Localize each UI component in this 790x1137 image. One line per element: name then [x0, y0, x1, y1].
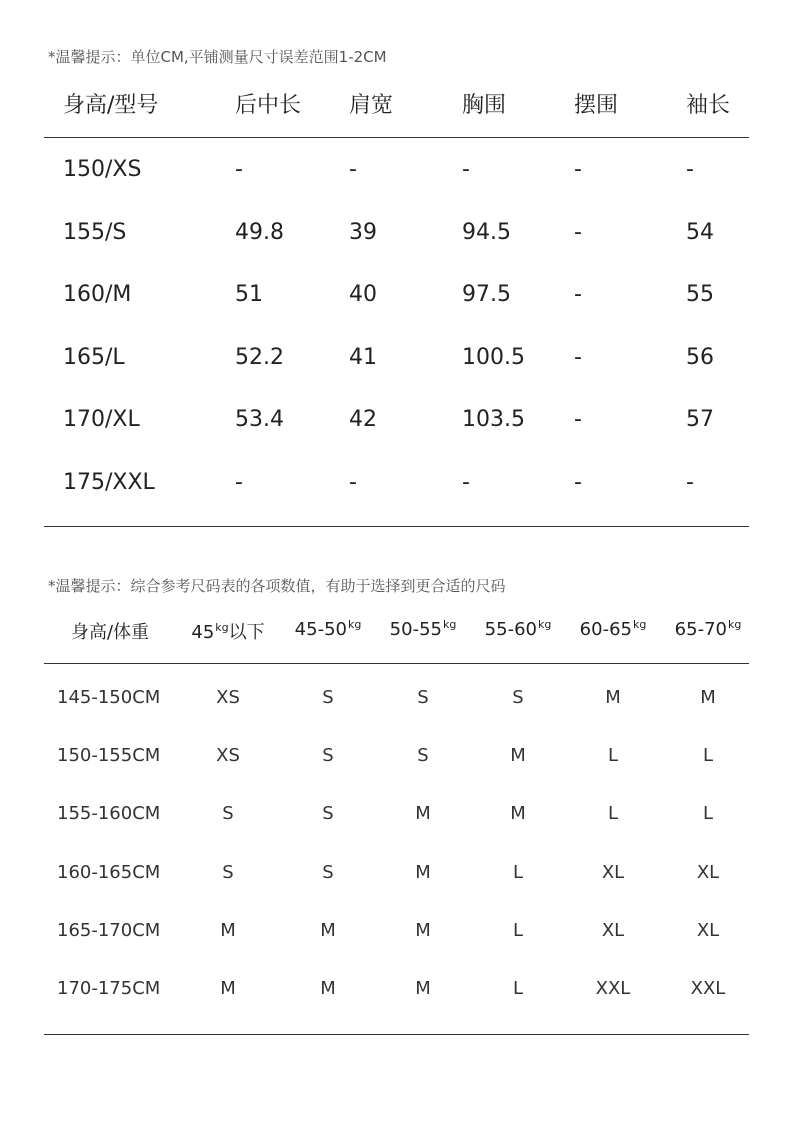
measure-header-sleeve: 袖长	[686, 93, 731, 118]
table-row	[0, 977, 790, 1035]
recommend-size-cell: XL	[601, 920, 625, 941]
measure-chest-cell: -	[462, 157, 470, 182]
measure-size-cell: 150/XS	[63, 157, 142, 182]
recommend-size-cell: M	[510, 803, 526, 824]
measure-header-size: 身高/型号	[63, 93, 159, 118]
measure-chest-cell: -	[462, 470, 470, 495]
measure-header-chest: 胸围	[462, 93, 507, 118]
recommend-size-cell: XXL	[595, 978, 631, 999]
recommend-header-weight-5	[580, 618, 647, 640]
recommend-size-cell: S	[322, 745, 334, 766]
recommend-size-cell: S	[417, 687, 429, 708]
recommend-height-cell: 145-150CM	[57, 687, 161, 708]
table-row	[0, 861, 790, 919]
recommend-size-cell: L	[607, 803, 619, 824]
recommend-header-label: 50-55	[389, 619, 442, 640]
measure-hem-cell: -	[574, 220, 582, 245]
measure-header-back-length: 后中长	[235, 93, 302, 118]
recommend-size-cell: M	[510, 745, 526, 766]
measure-hem-cell: -	[574, 157, 582, 182]
measure-back-length-cell: 53.4	[235, 407, 284, 432]
recommend-size-cell: L	[702, 803, 714, 824]
measure-header-divider	[44, 137, 749, 138]
measure-sleeve-cell: -	[686, 470, 694, 495]
recommend-size-cell: S	[322, 687, 334, 708]
recommend-size-cell: L	[512, 978, 524, 999]
table-row	[0, 218, 790, 280]
measure-shoulder-cell: 42	[349, 407, 377, 432]
recommend-header-weight-3	[390, 618, 457, 640]
table-row	[0, 744, 790, 802]
measure-back-length-cell: -	[235, 157, 243, 182]
measure-shoulder-cell: -	[349, 470, 357, 495]
recommend-size-cell: S	[222, 803, 234, 824]
recommend-size-cell: XL	[696, 920, 720, 941]
measure-sleeve-cell: 54	[686, 220, 714, 245]
kg-unit: kg	[727, 618, 742, 631]
table-row	[0, 468, 790, 530]
recommend-size-cell: M	[605, 687, 621, 708]
measure-back-length-cell: 49.8	[235, 220, 284, 245]
measure-note: *温馨提示：单位CM,平铺测量尺寸误差范围1-2CM	[48, 48, 387, 66]
measure-shoulder-cell: 39	[349, 220, 377, 245]
measure-back-length-cell: 51	[235, 282, 263, 307]
recommend-size-cell: M	[220, 920, 236, 941]
recommend-height-cell: 170-175CM	[57, 978, 161, 999]
measure-size-cell: 170/XL	[63, 407, 140, 432]
recommend-header-label: 45	[191, 622, 215, 643]
recommend-size-cell: M	[415, 803, 431, 824]
recommend-bottom-divider	[44, 1034, 749, 1035]
measure-back-length-cell: 52.2	[235, 345, 284, 370]
table-row	[0, 919, 790, 977]
recommend-height-cell: 155-160CM	[57, 803, 161, 824]
recommend-size-cell: M	[320, 920, 336, 941]
recommend-size-cell: M	[220, 978, 236, 999]
kg-unit: kg	[442, 618, 457, 631]
recommend-header-weight-1	[191, 618, 264, 644]
recommend-size-cell: S	[512, 687, 524, 708]
measure-chest-cell: 103.5	[462, 407, 525, 432]
measure-sleeve-cell: -	[686, 157, 694, 182]
recommend-header-label: 身高/体重	[70, 622, 150, 643]
recommend-header-weight-2	[295, 618, 362, 640]
recommend-size-cell: XL	[696, 862, 720, 883]
recommend-size-cell: M	[320, 978, 336, 999]
measure-chest-cell: 97.5	[462, 282, 511, 307]
recommend-header-label: 65-70	[674, 619, 727, 640]
measure-header-hem: 摆围	[574, 93, 619, 118]
recommend-size-cell: L	[512, 862, 524, 883]
recommend-size-cell: XS	[216, 745, 240, 766]
measure-header-shoulder: 肩宽	[349, 93, 394, 118]
recommend-header-weight-4	[485, 618, 552, 640]
recommend-size-cell: M	[700, 687, 716, 708]
recommend-height-cell: 150-155CM	[57, 745, 161, 766]
measure-shoulder-cell: 41	[349, 345, 377, 370]
recommend-size-cell: L	[702, 745, 714, 766]
recommend-header-divider	[44, 663, 749, 664]
recommend-height-cell: 160-165CM	[57, 862, 161, 883]
measure-hem-cell: -	[574, 407, 582, 432]
recommend-size-cell: L	[512, 920, 524, 941]
table-row	[0, 280, 790, 342]
measure-chest-cell: 100.5	[462, 345, 525, 370]
recommend-note: *温馨提示：综合参考尺码表的各项数值，有助于选择到更合适的尺码	[48, 577, 506, 595]
measure-hem-cell: -	[574, 282, 582, 307]
recommend-header-suffix: 以下	[228, 622, 265, 643]
recommend-size-cell: S	[417, 745, 429, 766]
measure-size-cell: 175/XXL	[63, 470, 155, 495]
measure-shoulder-cell: 40	[349, 282, 377, 307]
recommend-size-cell: M	[415, 862, 431, 883]
measure-chest-cell: 94.5	[462, 220, 511, 245]
table-row	[0, 405, 790, 467]
recommend-size-cell: L	[607, 745, 619, 766]
table-row	[0, 343, 790, 405]
table-row	[0, 686, 790, 744]
table-row	[0, 802, 790, 860]
recommend-header-label: 55-60	[484, 619, 537, 640]
recommend-header-label: 45-50	[294, 619, 347, 640]
table-row	[0, 155, 790, 217]
measure-size-cell: 160/M	[63, 282, 132, 307]
measure-sleeve-cell: 55	[686, 282, 714, 307]
measure-sleeve-cell: 56	[686, 345, 714, 370]
recommend-size-cell: S	[222, 862, 234, 883]
measure-hem-cell: -	[574, 470, 582, 495]
recommend-size-cell: S	[322, 803, 334, 824]
measure-size-cell: 155/S	[63, 220, 127, 245]
recommend-size-cell: XXL	[690, 978, 726, 999]
kg-unit: kg	[347, 618, 362, 631]
measure-hem-cell: -	[574, 345, 582, 370]
recommend-size-cell: XL	[601, 862, 625, 883]
recommend-size-cell: M	[415, 920, 431, 941]
measure-back-length-cell: -	[235, 470, 243, 495]
kg-unit: kg	[537, 618, 552, 631]
recommend-header-height-weight	[71, 618, 149, 644]
recommend-height-cell: 165-170CM	[57, 920, 161, 941]
measure-shoulder-cell: -	[349, 157, 357, 182]
measure-size-cell: 165/L	[63, 345, 125, 370]
measure-bottom-divider	[44, 526, 749, 527]
measure-sleeve-cell: 57	[686, 407, 714, 432]
kg-unit: kg	[215, 621, 229, 634]
recommend-size-cell: M	[415, 978, 431, 999]
kg-unit: kg	[632, 618, 647, 631]
recommend-header-weight-6	[675, 618, 742, 640]
recommend-size-cell: S	[322, 862, 334, 883]
recommend-header-label: 60-65	[579, 619, 632, 640]
recommend-size-cell: XS	[216, 687, 240, 708]
